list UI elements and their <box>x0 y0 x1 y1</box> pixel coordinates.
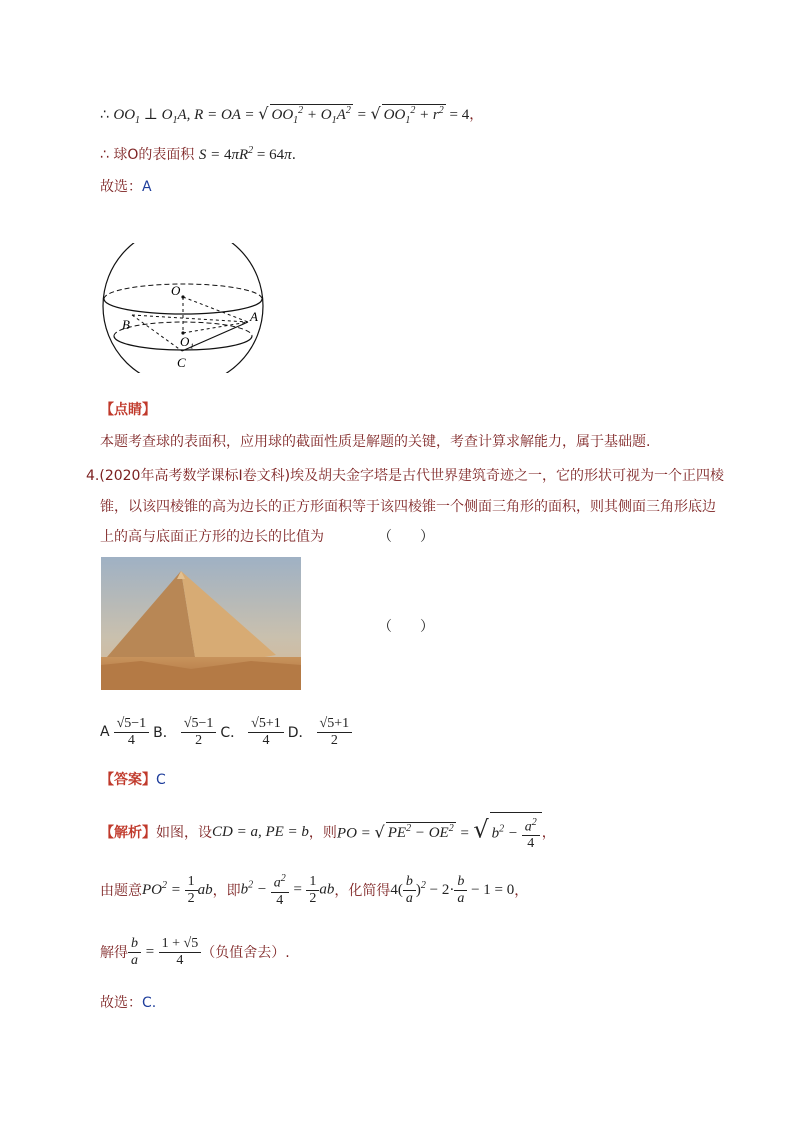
sphere-area-text: ∴ 球O的表面积 <box>100 147 195 163</box>
line-end: ， <box>469 107 484 123</box>
final-label: 故选： <box>100 995 142 1011</box>
final-answer-line <box>100 992 156 1012</box>
label-A: A <box>250 309 258 324</box>
label-B: B <box>122 317 130 332</box>
jiexi-text-2: ，则 <box>308 825 337 841</box>
answer-paren-2: （ ） <box>378 619 434 635</box>
q4-line-3 <box>100 526 324 546</box>
line-BA <box>132 315 248 322</box>
option-c-value: $\frac{√5+1}{4}$ <box>248 716 284 749</box>
answer-value: A <box>142 179 152 195</box>
option-a-label: A <box>100 724 110 740</box>
q4-source: (2020年高考数学课标Ⅰ卷文科) <box>99 468 291 484</box>
answer-letter: C <box>156 772 166 788</box>
option-b-value: $\frac{√5-1}{2}$ <box>181 716 217 749</box>
answer-paren-1: （ ） <box>378 529 434 545</box>
answer-label: 故选： <box>100 179 142 195</box>
sphere-diagram <box>100 243 270 373</box>
jiexi-line-1 <box>100 812 556 852</box>
q4-line-2: 锥，以该四棱锥的高为边长的正方形面积等于该四棱锥一个侧面三角形的面积，则其侧面三角形底边 <box>100 499 716 515</box>
label-C: C <box>177 355 186 370</box>
answer-section <box>100 769 166 789</box>
jiexi-text-5: ，化简得 <box>334 883 391 899</box>
jiexi-end-2: ， <box>514 883 529 899</box>
jiexi-end-1: ， <box>541 825 556 841</box>
solution-line-1 <box>100 104 483 126</box>
jiexi-math-1: CD = a, PE = b <box>212 823 309 840</box>
answer-tag: 【答案】 <box>100 772 156 788</box>
dianjing-text: 本题考查球的表面积，应用球的截面性质是解题的关键，考查计算求解能力，属于基础题. <box>100 434 651 450</box>
q4-options <box>100 710 352 754</box>
pyramid-photo <box>101 557 301 690</box>
q4-line1-text: 埃及胡夫金字塔是古代世界建筑奇迹之一，它的形状可视为一个正四棱 <box>290 468 725 484</box>
jiexi-math-4: $b^2$ − $\frac{a^2}{4}$ = $\frac{1}{2}$ ab <box>240 873 335 908</box>
label-O1: O₁ <box>180 334 194 349</box>
label-O: O <box>171 283 181 298</box>
q4-line-1 <box>86 465 724 485</box>
solution-line-2 <box>100 144 296 164</box>
option-c-label: C． <box>220 725 245 741</box>
line-end: . <box>291 147 297 163</box>
jiexi-math-5: 4( $\frac{b}{a}$ )$^2$ − 2· $\frac{b}{a}$ − 1 = 0 <box>390 873 515 906</box>
answer-line-1 <box>100 176 152 196</box>
jiexi-note: （负值舍去）. <box>201 945 290 961</box>
jiexi-math-6: $\frac{b}{a}$ = $\frac{1 + √5}{4}$ <box>128 936 201 969</box>
option-d-value: $\frac{√5+1}{2}$ <box>317 716 353 749</box>
equation-area: $S = 4\pi R^2 = 64\pi$ <box>198 145 292 163</box>
equation-radius: $OO_1$ ⊥ $O_1A$, R = OA = √ $OO_1^2 + O_1A^2$ = √ $OO_1^2 + r^2 = 4$ <box>113 104 470 126</box>
option-b-label: B． <box>153 725 177 741</box>
jiexi-math-2: PO = √ $PE^2 - OE^2$ = √ $b^2$ − $\frac{a^2}{4}$ <box>337 812 542 853</box>
therefore-symbol: ∴ <box>100 107 109 123</box>
point-O <box>181 295 184 298</box>
jiexi-text-4: ，即 <box>212 883 241 899</box>
pyramid-image <box>101 557 301 690</box>
jiexi-tag: 【解析】 <box>100 825 156 841</box>
jiexi-text-3: 由题意 <box>100 883 142 899</box>
jiexi-line-2 <box>100 868 528 912</box>
option-a-value: $\frac{√5-1}{4}$ <box>114 716 150 749</box>
jiexi-line-3 <box>100 930 290 974</box>
line-BC <box>132 315 182 351</box>
dianjing-tag: 【点睛】 <box>100 402 156 418</box>
q4-line3-text: 上的高与底面正方形的边长的比值为 <box>100 529 324 545</box>
final-value: C. <box>142 995 157 1011</box>
jiexi-text-6: 解得 <box>100 945 128 961</box>
jiexi-text-1: 如图，设 <box>156 825 212 841</box>
jiexi-math-3: $PO^2$ = $\frac{1}{2}$ ab <box>142 873 213 906</box>
option-d-label: D． <box>287 725 313 741</box>
sphere-outline <box>103 243 263 373</box>
q4-number: 4. <box>86 468 100 484</box>
